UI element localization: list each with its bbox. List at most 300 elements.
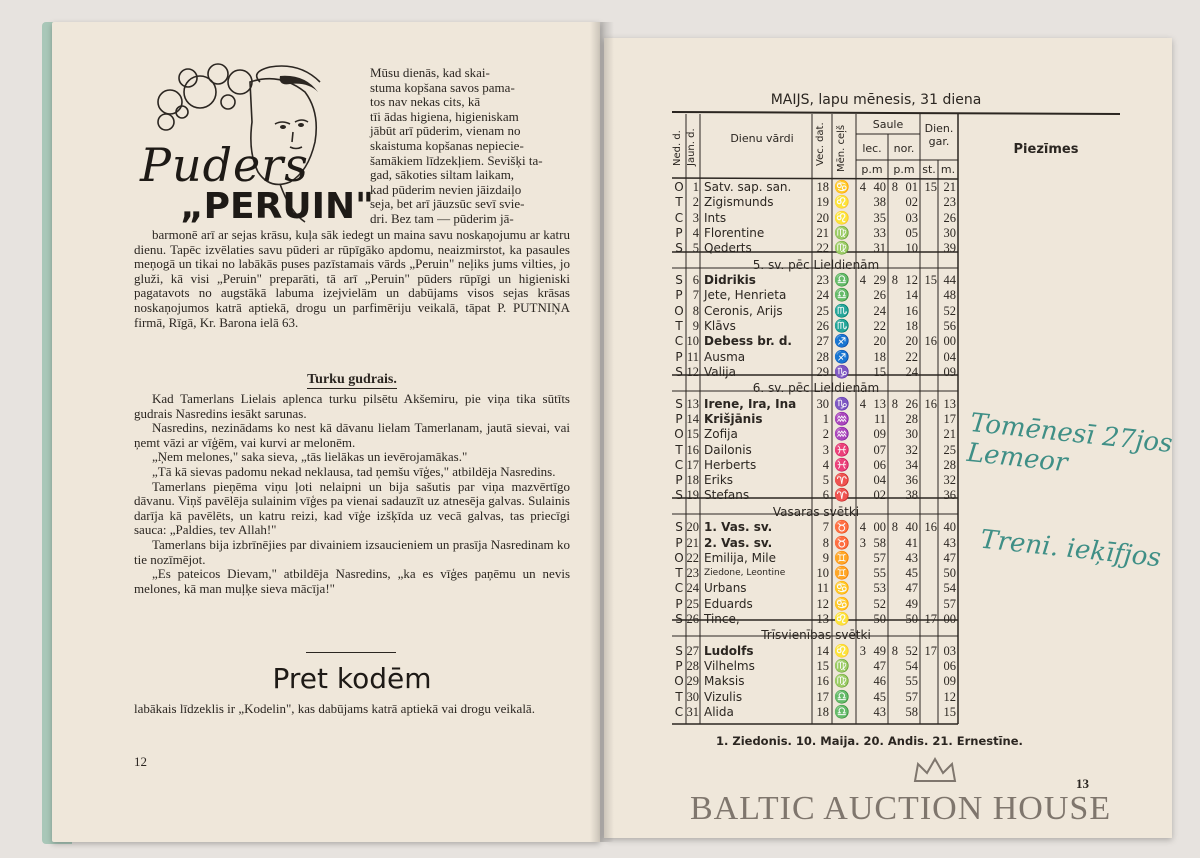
ad-title-puders: Puders <box>140 138 309 192</box>
ad-column-line: seja, bet arī jāuzsūc sevī svie- <box>370 196 525 212</box>
ad-column-line: kad pūderim nevien jāizdaiļo <box>370 181 522 197</box>
calendar-cell-vec: 23 <box>816 273 829 287</box>
calendar-cell-wd: P <box>675 659 683 674</box>
calendar-cell-d: 31 <box>686 705 699 719</box>
calendar-cell-d: 18 <box>686 473 699 488</box>
story-paragraph: „Tā kā sievas padomu nekad neklausa, tad ņemšu vīģes," atbildēja Nasredins. <box>152 463 556 479</box>
calendar-cell-e: 52 <box>905 643 918 658</box>
calendar-cell-name: Klāvs <box>704 318 736 333</box>
calendar-cell-vec: 13 <box>816 612 829 626</box>
story-paragraph: Tamerlans bija izbrīnējies par divainiem izsaucieniem un prasīja Nasredinam ko tie nozīmējot. <box>134 536 570 567</box>
calendar-cell-b: 50 <box>873 612 886 626</box>
calendar-cell-g: 44 <box>943 273 956 287</box>
calendar-cell-e: 40 <box>905 520 918 535</box>
calendar-cell-sym: ♓ <box>834 442 850 457</box>
calendar-cell-wd: C <box>674 457 684 472</box>
calendar-cell-d: 26 <box>686 612 699 626</box>
calendar-cell-g: 13 <box>943 396 956 411</box>
ad-column-line: Mūsu dienās, kad skai- <box>370 65 490 80</box>
calendar-cell-sym: ♋ <box>834 596 850 611</box>
calendar-cell-e: 54 <box>905 659 918 674</box>
calendar-cell-vec: 18 <box>816 705 829 719</box>
calendar-cell-e: 34 <box>905 457 918 472</box>
calendar-cell-b: 24 <box>873 303 886 318</box>
calendar-cell-e: 36 <box>905 473 918 488</box>
calendar-cell-wd: S <box>675 520 683 535</box>
calendar-cell-name: Vizulis <box>704 689 743 704</box>
story-paragraph: Tamerlans pieņēma viņu ļoti nelaipni un bija sašutis par viņa mazvērtīgo dāvanu. Viņš pavēlēja sulainim vīģes pa vienai sadauzīt uz atnesēja galvas. Sulainis darīja kā pavēlēts, un katru reizi, kad vīģe izšķīda uz vecā galvas, tas priecīgi sauca: „Paldies, tev Allah!" <box>134 478 570 538</box>
ad-column-line: šamākiem līdzekļiem. Sevišķi ta- <box>370 152 543 168</box>
calendar-cell-d: 8 <box>692 303 699 318</box>
calendar-cell-sym: ♈ <box>834 488 850 503</box>
calendar-cell-e: 03 <box>905 210 918 225</box>
calendar-cell-vec: 10 <box>816 566 829 581</box>
calendar-cell-d: 14 <box>686 411 699 426</box>
calendar-cell-c: 8 <box>891 180 898 194</box>
calendar-cell-sym: ♊ <box>834 566 850 581</box>
calendar-cell-e: 05 <box>905 225 918 240</box>
calendar-cell-e: 45 <box>905 566 918 581</box>
calendar-cell-a: 4 <box>859 396 866 411</box>
calendar-cell-vec: 21 <box>816 225 829 240</box>
calendar-cell-vec: 19 <box>816 195 829 210</box>
calendar-cell-wd: O <box>674 180 684 194</box>
calendar-cell-name: Ceronis, Arijs <box>704 303 783 318</box>
calendar-cell-wd: T <box>675 566 683 581</box>
calendar-cell-g: 47 <box>943 550 956 565</box>
page-number-left: 12 <box>134 754 147 769</box>
calendar-cell-d: 28 <box>686 659 699 674</box>
calendar-cell-e: 02 <box>905 195 918 210</box>
story-paragraph: Kad Tamerlans Lielais aplenca turku pilsētu Akšemiru, pie viņa tika sūtīts gudrais Nasredins iesākt sarunas. <box>134 391 570 421</box>
calendar-cell-wd: P <box>675 288 683 303</box>
calendar-cell-d: 1 <box>692 180 699 194</box>
calendar-cell-vec: 27 <box>816 334 829 349</box>
calendar-cell-e: 14 <box>905 288 918 303</box>
calendar-cell-wd: T <box>675 689 683 704</box>
calendar-cell-e: 43 <box>905 550 918 565</box>
calendar-cell-g: 12 <box>943 689 956 704</box>
calendar-cell-d: 24 <box>686 581 699 596</box>
calendar-cell-name: Urbans <box>704 581 747 596</box>
calendar-cell-sym: ♒ <box>834 427 850 442</box>
calendar-cell-name: Zigismunds <box>704 195 774 210</box>
calendar-cell-wd: O <box>674 427 684 442</box>
calendar-cell-wd: P <box>675 535 683 550</box>
calendar-cell-g: 00 <box>943 334 956 349</box>
calendar-cell-g: 04 <box>943 349 956 364</box>
calendar-cell-d: 27 <box>686 643 699 658</box>
calendar-cell-name: Emilija, Mile <box>704 550 776 565</box>
calendar-cell-b: 07 <box>873 442 886 457</box>
calendar-cell-g: 25 <box>943 442 956 457</box>
calendar-cell-c: 8 <box>891 520 898 535</box>
calendar-cell-b: 43 <box>873 705 886 719</box>
calendar-cell-wd: S <box>675 241 683 256</box>
calendar-cell-sym: ♌ <box>834 643 850 658</box>
calendar-cell-sym: ♋ <box>834 581 850 596</box>
calendar-cell-wd: S <box>675 488 683 503</box>
calendar-cell-c: 8 <box>891 643 898 658</box>
calendar-cell-vec: 8 <box>822 535 829 550</box>
calendar-cell-b: 45 <box>873 689 886 704</box>
calendar-cell-sym: ♒ <box>834 411 850 426</box>
calendar-cell-d: 11 <box>686 349 699 364</box>
calendar-cell-e: 47 <box>905 581 918 596</box>
calendar-cell-g: 40 <box>943 520 956 535</box>
calendar-cell-vec: 9 <box>822 550 829 565</box>
calendar-cell-b: 53 <box>873 581 886 596</box>
calendar-cell-d: 15 <box>686 427 699 442</box>
calendar-cell-b: 15 <box>873 364 886 379</box>
watermark: BALTIC AUCTION HOUSE <box>690 790 1112 827</box>
calendar-cell-name: Ausma <box>704 349 746 364</box>
calendar-cell-wd: C <box>674 581 684 596</box>
calendar-cell-wd: C <box>674 334 684 349</box>
calendar-cell-name: Tince, <box>704 612 740 626</box>
calendar-cell-b: 38 <box>873 195 886 210</box>
header-piezimes: Piezīmes <box>1013 142 1079 157</box>
calendar-cell-wd: C <box>674 210 684 225</box>
calendar-cell-sym: ♌ <box>834 210 850 225</box>
calendar-cell-g: 28 <box>943 457 956 472</box>
calendar-cell-e: 58 <box>905 705 918 719</box>
calendar-cell-sym: ♍ <box>834 225 850 240</box>
calendar-cell-g: 17 <box>943 411 956 426</box>
calendar-section-heading: Trīsvienības svētki <box>761 628 871 643</box>
calendar-cell-vec: 24 <box>816 288 829 303</box>
calendar-cell-sym: ♎ <box>834 689 850 704</box>
ad-column-line: jābūt arī pūderim, vienam no <box>370 123 521 139</box>
calendar-cell-d: 21 <box>686 535 699 550</box>
calendar-cell-d: 3 <box>692 210 699 225</box>
calendar-cell-name: Eduards <box>704 596 753 611</box>
calendar-cell-b: 04 <box>873 473 886 488</box>
calendar-cell-b: 40 <box>873 180 886 194</box>
calendar-cell-wd: T <box>675 195 683 210</box>
calendar-cell-vec: 11 <box>816 581 829 596</box>
calendar-cell-sym: ♏ <box>834 303 850 318</box>
calendar-cell-sym: ♈ <box>834 473 850 488</box>
calendar-cell-d: 29 <box>686 674 699 689</box>
calendar-cell-vec: 30 <box>816 396 829 411</box>
calendar-cell-d: 16 <box>686 442 699 457</box>
calendar-cell-b: 09 <box>873 427 886 442</box>
calendar-cell-vec: 26 <box>816 318 829 333</box>
header-dien-gar: Dien. gar. <box>924 122 954 148</box>
calendar-cell-d: 25 <box>686 596 699 611</box>
calendar-cell-vec: 3 <box>822 442 829 457</box>
calendar-cell-e: 41 <box>905 535 918 550</box>
header-pm-2: p.m <box>893 163 915 176</box>
calendar-cell-sym: ♐ <box>834 349 850 364</box>
calendar-cell-f: 15 <box>924 180 937 194</box>
calendar-cell-name: Eriks <box>704 473 734 488</box>
calendar-cell-g: 03 <box>943 643 956 658</box>
calendar-cell-f: 16 <box>924 396 937 411</box>
calendar-cell-e: 49 <box>905 596 918 611</box>
calendar-cell-vec: 15 <box>816 659 829 674</box>
calendar-cell-f: 17 <box>924 612 937 626</box>
calendar-cell-wd: O <box>674 550 684 565</box>
story-paragraph: Nasredins, nezinādams ko nest kā dāvanu lielam Tamerlanam, jautā sievai, vai ņemt vāzi ar vīģēm, vai kurvi ar melonēm. <box>134 420 570 450</box>
calendar-cell-sym: ♋ <box>834 180 850 194</box>
header-saule: Saule <box>872 118 904 131</box>
calendar-cell-b: 02 <box>873 488 886 503</box>
calendar-cell-vec: 18 <box>816 180 829 194</box>
ad-title-peruin: „PERUIN" <box>180 186 374 227</box>
calendar-cell-vec: 20 <box>816 210 829 225</box>
calendar-cell-d: 17 <box>686 457 699 472</box>
calendar-cell-d: 30 <box>686 689 699 704</box>
calendar-cell-vec: 17 <box>816 689 829 704</box>
calendar-cell-wd: T <box>675 442 683 457</box>
calendar-cell-b: 55 <box>873 566 886 581</box>
calendar-cell-wd: O <box>674 674 684 689</box>
calendar-cell-g: 21 <box>943 180 956 194</box>
calendar-cell-vec: 2 <box>822 427 829 442</box>
calendar-cell-sym: ♎ <box>834 273 850 287</box>
calendar-cell-b: 35 <box>873 210 886 225</box>
ad-column-line: dri. Bez tam — pūderim jā- <box>370 210 514 226</box>
calendar-cell-name: 2. Vas. sv. <box>704 535 773 550</box>
calendar-cell-e: 01 <box>905 180 918 194</box>
pret-paragraph: labākais līdzeklis ir „Kodelin", kas dabūjams katrā aptiekā vai drogu veikalā. <box>134 701 535 716</box>
calendar-cell-name: Qederts <box>704 241 752 256</box>
ad-column-line: skaistuma kopšanas nepiecie- <box>370 137 524 153</box>
calendar-cell-g: 15 <box>943 705 956 719</box>
calendar-section-heading: 5. sv. pēc Lieldienām <box>752 257 880 272</box>
calendar-title: MAIJS, lapu mēnesis, 31 diena <box>770 92 982 108</box>
calendar-cell-name: Ludolfs <box>704 643 754 658</box>
calendar-cell-b: 58 <box>873 535 886 550</box>
header-ned: Ned. d. <box>672 130 683 166</box>
calendar-cell-wd: S <box>675 396 683 411</box>
calendar-cell-g: 26 <box>943 210 956 225</box>
calendar-cell-sym: ♍ <box>834 241 850 256</box>
calendar-cell-b: 22 <box>873 318 886 333</box>
calendar-cell-name: Debess br. d. <box>704 334 792 349</box>
pret-kodem-title: Pret kodēm <box>272 662 432 695</box>
calendar-cell-b: 00 <box>873 520 886 535</box>
calendar-cell-sym: ♑ <box>834 396 850 411</box>
calendar-cell-e: 22 <box>905 349 918 364</box>
calendar-cell-f: 16 <box>924 520 937 535</box>
calendar-cell-d: 13 <box>686 396 699 411</box>
calendar-cell-d: 12 <box>686 364 699 379</box>
calendar-cell-b: 49 <box>873 643 886 658</box>
calendar-cell-g: 21 <box>943 427 956 442</box>
calendar-cell-vec: 22 <box>816 241 829 256</box>
calendar-cell-wd: S <box>675 273 683 287</box>
calendar-cell-name: Dailonis <box>704 442 752 457</box>
calendar-cell-e: 57 <box>905 689 918 704</box>
calendar-cell-e: 55 <box>905 674 918 689</box>
calendar-cell-d: 22 <box>686 550 699 565</box>
calendar-cell-sym: ♍ <box>834 674 850 689</box>
header-m: m. <box>940 163 956 176</box>
ad-column-line: tīi ādas higiena, higieniskam <box>370 108 519 124</box>
calendar-cell-wd: P <box>675 225 683 240</box>
calendar-cell-f: 17 <box>924 643 937 658</box>
calendar-cell-d: 4 <box>692 225 699 240</box>
calendar-cell-name: Florentine <box>704 225 765 240</box>
calendar-cell-g: 54 <box>943 581 956 596</box>
header-st: st. <box>922 163 936 176</box>
calendar-section-heading: Vasaras svētki <box>772 504 860 519</box>
calendar-cell-name: Ziedone, Leontine <box>704 568 786 579</box>
calendar-cell-vec: 7 <box>822 520 829 535</box>
calendar-cell-g: 50 <box>943 566 956 581</box>
calendar-cell-b: 33 <box>873 225 886 240</box>
calendar-cell-a: 3 <box>859 535 866 550</box>
calendar-cell-g: 52 <box>943 303 956 318</box>
calendar-cell-b: 47 <box>873 659 886 674</box>
calendar-cell-f: 15 <box>924 273 937 287</box>
calendar-cell-b: 31 <box>873 241 886 256</box>
calendar-cell-vec: 1 <box>822 411 829 426</box>
calendar-cell-e: 16 <box>905 303 918 318</box>
calendar-cell-c: 8 <box>891 273 898 287</box>
ad-column-line: gad, sākoties siltam laikam, <box>370 167 515 183</box>
calendar-cell-d: 23 <box>686 566 699 581</box>
header-vec-dat: Vec. dat. <box>815 122 826 166</box>
header-nor: nor. <box>893 142 915 155</box>
calendar-cell-e: 28 <box>905 411 918 426</box>
calendar-cell-a: 4 <box>859 273 866 287</box>
calendar-cell-e: 20 <box>905 334 918 349</box>
calendar-cell-name: Didrikis <box>704 273 756 287</box>
calendar-cell-g: 00 <box>943 612 956 626</box>
calendar-cell-g: 57 <box>943 596 956 611</box>
calendar-cell-e: 24 <box>905 364 918 379</box>
calendar-cell-e: 32 <box>905 442 918 457</box>
calendar-cell-g: 39 <box>943 241 956 256</box>
header-men-cels: Mēn. ceļš <box>836 124 847 172</box>
calendar-cell-wd: S <box>675 643 683 658</box>
calendar-cell-f: 16 <box>924 334 937 349</box>
header-pm-1: p.m <box>861 163 883 176</box>
calendar-cell-wd: P <box>675 411 683 426</box>
calendar-cell-b: 46 <box>873 674 886 689</box>
calendar-cell-e: 50 <box>905 612 918 626</box>
calendar-cell-c: 8 <box>891 396 898 411</box>
calendar-cell-wd: O <box>674 303 684 318</box>
calendar-cell-sym: ♏ <box>834 318 850 333</box>
calendar-cell-vec: 14 <box>816 643 829 658</box>
calendar-footnote: 1. Ziedonis. 10. Maija. 20. Andis. 21. Ernestīne. <box>716 734 1023 748</box>
calendar-cell-e: 30 <box>905 427 918 442</box>
calendar-cell-b: 11 <box>873 411 886 426</box>
calendar-cell-wd: S <box>675 364 683 379</box>
calendar-cell-e: 18 <box>905 318 918 333</box>
ad-paragraph: barmonē arī ar sejas krāsu, kuļa sāk iedegt un maina savu noskaņojumu ar katru dienu. Tapēc izvēlaties savu pūderi ar rūpīgāko apdomu, neaizmirstot, ka pasaules meņogā un tikai no labākās puses pazīstamais vārds „Peruin" neļiks jums vilties, jo gluži, kā visi „Peruin" preparāti, tā arī „Peruin" pūders rūpīgi un higieniski pagatavots no augstākā labuma izejvielām un dabūjams visos sejas krāsas noskaņojumos katrā aptiekā, drogu un parfimēriju veikalā, tāpat P. PUTNIŅA firmā, Rīgā, Kr. Barona ielā 63. <box>134 227 570 330</box>
calendar-cell-b: 29 <box>873 273 886 287</box>
calendar-cell-name: Alida <box>704 705 734 719</box>
calendar-cell-b: 06 <box>873 457 886 472</box>
calendar-cell-name: Vilhelms <box>704 659 755 674</box>
calendar-cell-vec: 5 <box>822 473 829 488</box>
calendar-cell-d: 2 <box>692 195 699 210</box>
calendar-cell-wd: P <box>675 596 683 611</box>
calendar-cell-sym: ♎ <box>834 705 850 719</box>
calendar-cell-b: 18 <box>873 349 886 364</box>
calendar-cell-sym: ♊ <box>834 550 850 565</box>
calendar-cell-vec: 6 <box>822 488 829 503</box>
calendar-cell-b: 20 <box>873 334 886 349</box>
calendar-cell-d: 5 <box>692 241 699 256</box>
handwritten-note-1: Tomēnesī 27jos Lemeor <box>965 408 1174 479</box>
calendar-cell-wd: P <box>675 473 683 488</box>
calendar-cell-name: Ints <box>704 210 727 225</box>
calendar-cell-name: Satv. sap. san. <box>704 180 792 194</box>
calendar-cell-e: 10 <box>905 241 918 256</box>
calendar-cell-g: 23 <box>943 195 956 210</box>
calendar-cell-vec: 4 <box>822 457 829 472</box>
calendar-cell-sym: ♉ <box>834 520 850 535</box>
calendar-cell-d: 7 <box>692 288 699 303</box>
calendar-cell-e: 26 <box>905 396 918 411</box>
calendar-cell-d: 10 <box>686 334 699 349</box>
calendar-cell-g: 09 <box>943 674 956 689</box>
calendar-cell-sym: ♑ <box>834 364 850 379</box>
calendar-cell-sym: ♌ <box>834 195 850 210</box>
calendar-cell-g: 36 <box>943 488 956 503</box>
calendar-cell-b: 26 <box>873 288 886 303</box>
calendar-cell-d: 9 <box>692 318 699 333</box>
calendar-cell-d: 20 <box>686 520 699 535</box>
calendar-cell-e: 38 <box>905 488 918 503</box>
story-paragraph: „Es pateicos Dievam," atbildēja Nasredins, „ka es vīģes paņēmu un nevis melones, kā man muļķe sieva mācīja!" <box>134 566 570 596</box>
calendar-cell-vec: 25 <box>816 303 829 318</box>
calendar-cell-a: 3 <box>859 643 866 658</box>
page-number-right: 13 <box>1076 776 1089 791</box>
calendar-section-heading: 6. sv. pēc Lieldienām <box>752 381 880 396</box>
handwritten-note-2: Treni. ieķīfjos <box>978 524 1163 574</box>
calendar-cell-g: 30 <box>943 225 956 240</box>
calendar-cell-name: Irene, Ira, Ina <box>704 396 797 411</box>
calendar-cell-g: 48 <box>943 288 956 303</box>
calendar-cell-sym: ♌ <box>834 612 850 626</box>
calendar-cell-name: Maksis <box>704 674 745 689</box>
calendar-cell-sym: ♍ <box>834 659 850 674</box>
calendar-cell-b: 57 <box>873 550 886 565</box>
calendar-cell-sym: ♐ <box>834 334 850 349</box>
calendar-cell-name: Stefans <box>704 488 750 503</box>
calendar-cell-a: 4 <box>859 180 866 194</box>
calendar-cell-sym: ♎ <box>834 288 850 303</box>
calendar-cell-d: 19 <box>686 488 699 503</box>
story-paragraph: „Ņem melones," saka sieva, „tās lielākas un ievērojamākas." <box>152 449 468 465</box>
calendar-cell-name: Zofija <box>704 427 738 442</box>
calendar-cell-g: 43 <box>943 535 956 550</box>
ad-column-line: stuma kopšana savos pama- <box>370 79 515 95</box>
calendar-cell-d: 6 <box>692 273 699 287</box>
calendar-cell-wd: T <box>675 318 683 333</box>
calendar-cell-b: 13 <box>873 396 886 411</box>
calendar-cell-vec: 12 <box>816 596 829 611</box>
calendar-cell-name: Valija <box>704 364 736 379</box>
ad-column-line: tos nav nekas cits, kā <box>370 94 481 110</box>
calendar-cell-wd: P <box>675 349 683 364</box>
calendar-cell-wd: C <box>674 705 684 719</box>
calendar-cell-vec: 16 <box>816 674 829 689</box>
crown-icon <box>910 756 960 786</box>
calendar-cell-g: 06 <box>943 659 956 674</box>
calendar-cell-e: 12 <box>905 273 918 287</box>
calendar-cell-sym: ♓ <box>834 457 850 472</box>
calendar-cell-g: 09 <box>943 364 956 379</box>
